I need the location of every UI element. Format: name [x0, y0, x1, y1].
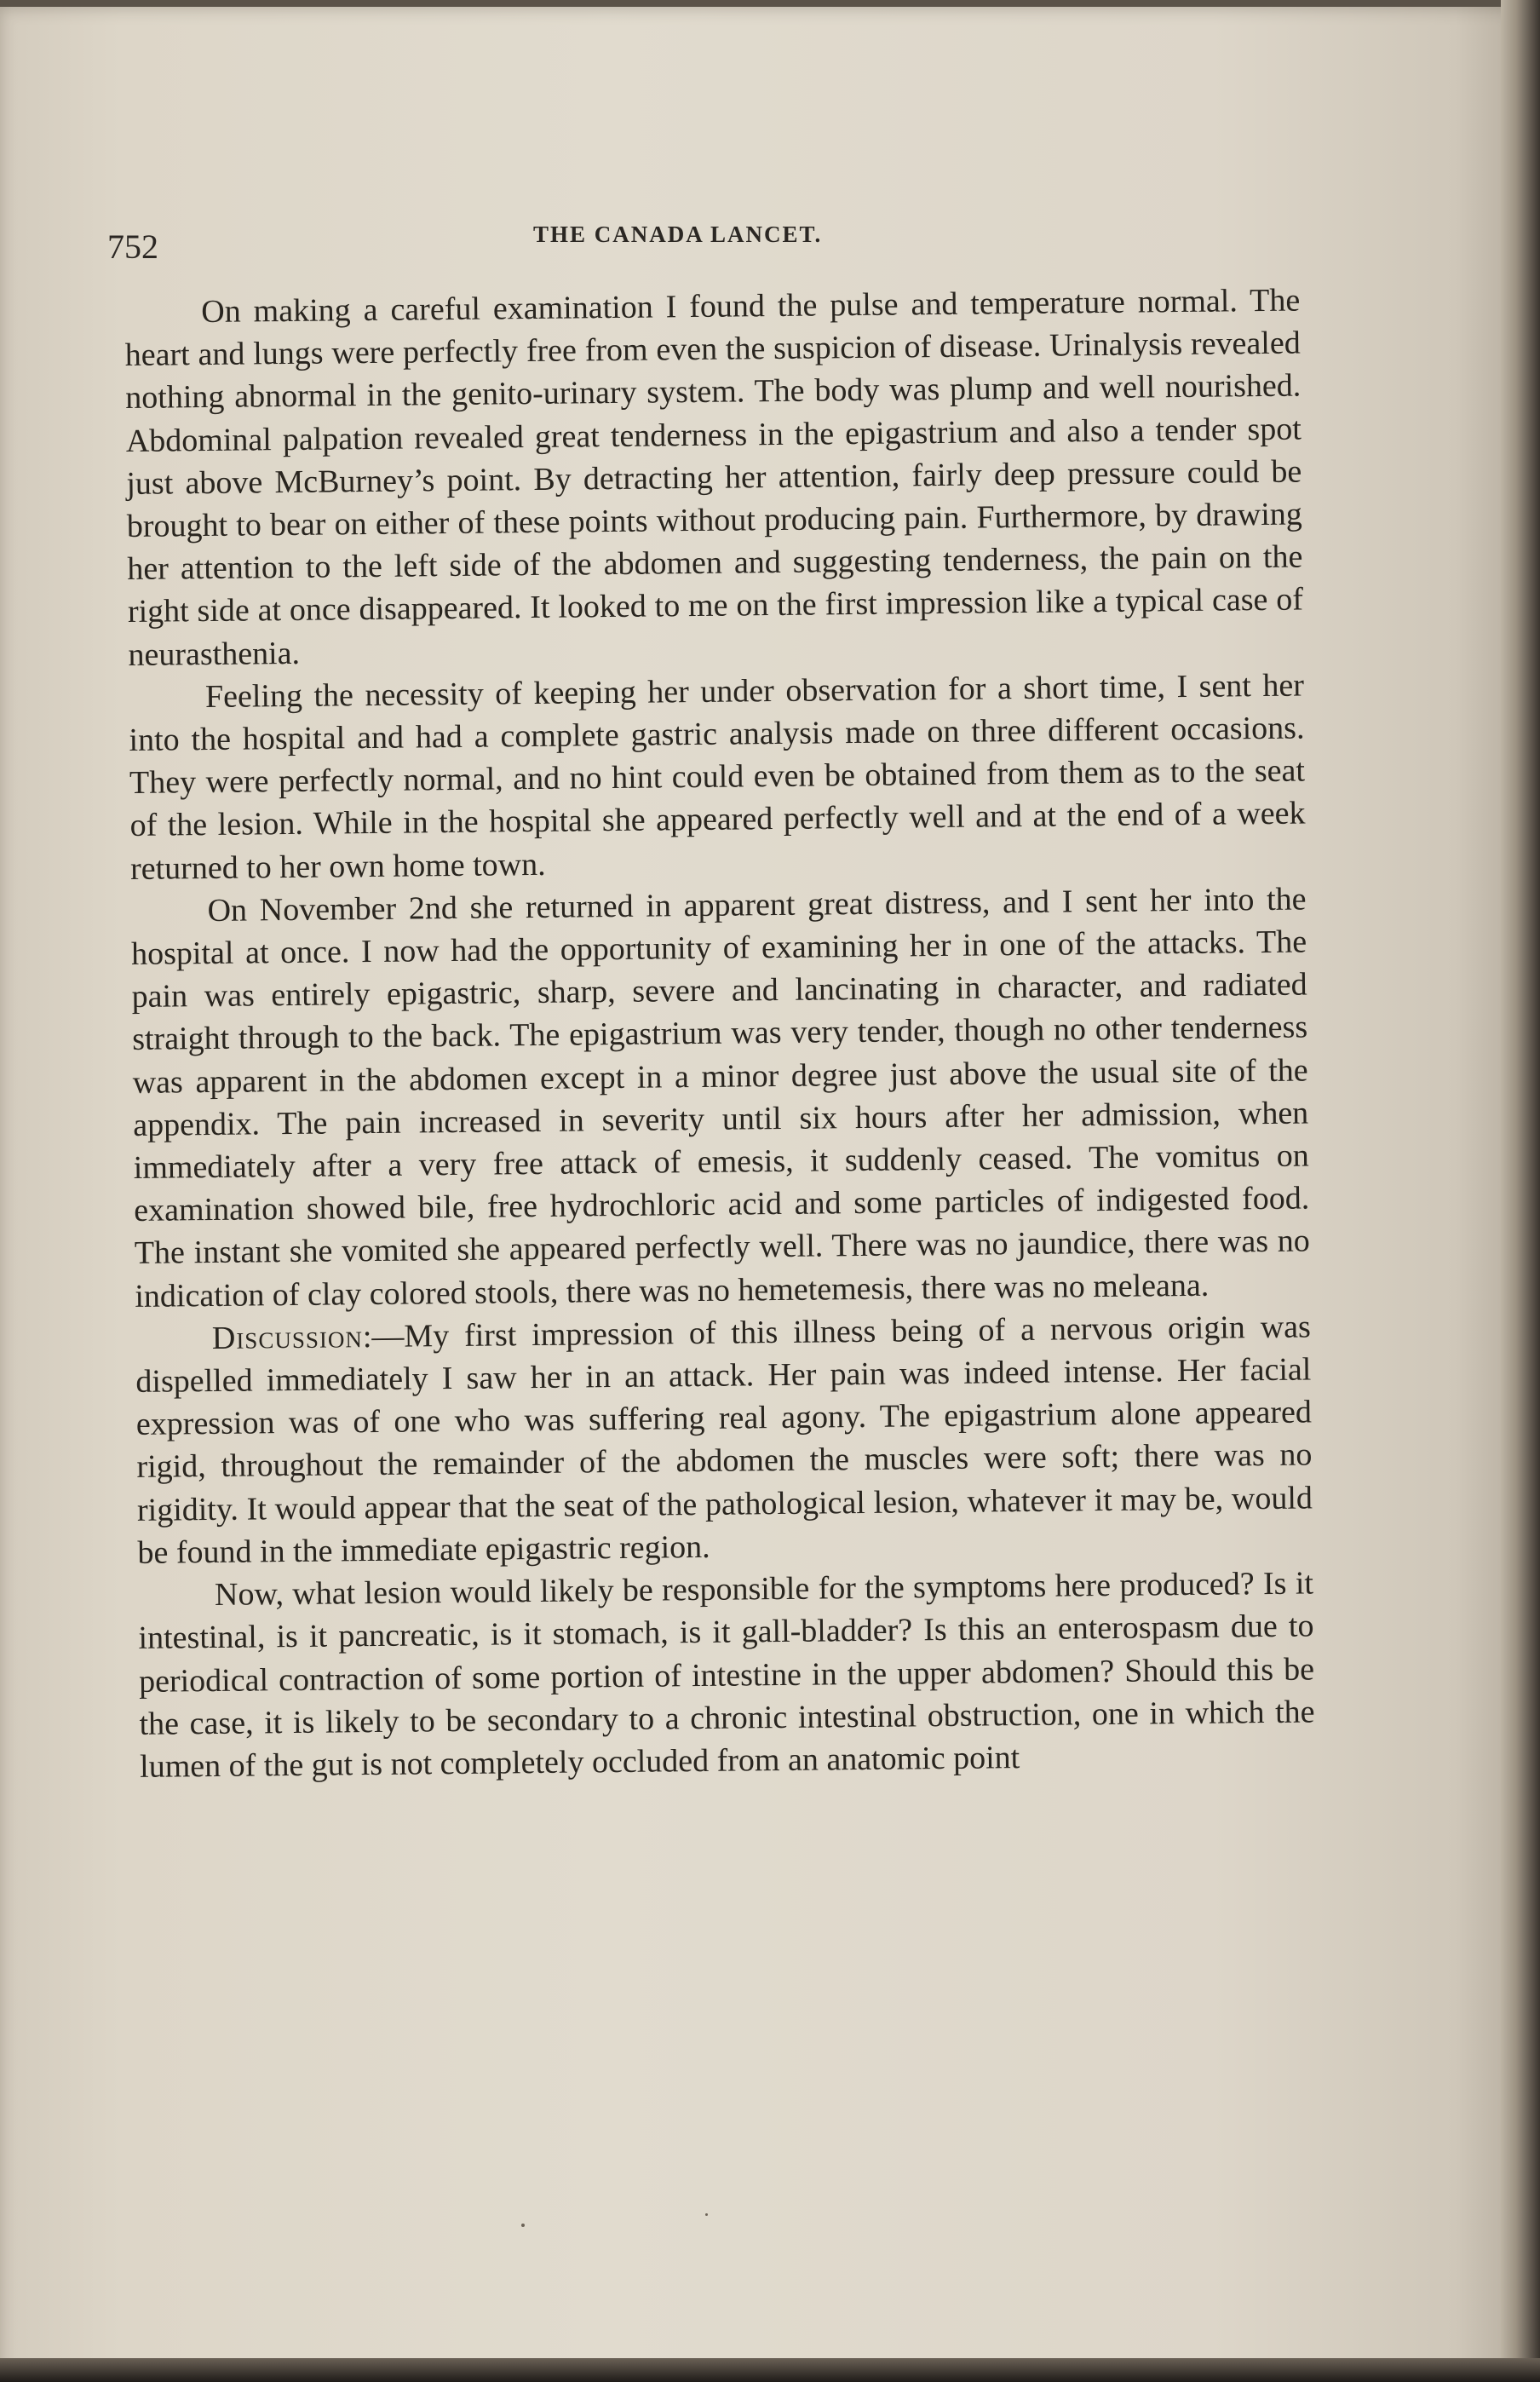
book-gutter-edge — [1501, 0, 1540, 2382]
paper-speck — [521, 2224, 525, 2227]
discussion-text: :—My first impression of this illness being of a nervous origin was dispelled immediately I saw her in an attack. Her pain was indeed intense. Her facial expression was of one who was suffering real agony. The epigastrium alone appeared rigid, throughout the remainder of the abdomen the muscles were soft; there was no rigidity. It would appear that the seat of the pathological lesion, whatever it may be, would be found in the immediate epigastric region. — [135, 1309, 1313, 1571]
paragraph-examination: On making a careful examination I found the pulse and temperature normal. The heart and lungs were perfectly free from even the suspicion of disease. Urinalysis revealed nothing abnormal in the genito-urinary system. The body was plump and well nourished. Abdominal palpation revealed great tenderness in the epigastrium and also a tender spot just above McBurney’s point. By detracting her attention, fairly deep pressure could be brought to bear on either of these points without producing pain. Furthermore, by drawing her attention to the left side of the abdomen and suggesting tenderness, the pain on the right side at once disappeared. It looked to me on the first impression like a typical case of neurasthenia. — [124, 282, 1304, 673]
paragraph-observation: Feeling the necessity of keeping her under observation for a short time, I sent her into the hospital and had a complete gastric analysis made on three different occasions. They were perfectly normal, and no hint could even be obtained from them as to the seat of the lesion. While in the hospital she appeared perfectly well and at the end of a week returned to her own home town. — [129, 667, 1306, 887]
paragraph-november: On November 2nd she returned in apparent great distress, and I sent her into the hospital at once. I now had the opportunity of examining her in one of the attacks. The pain was entirely epigastric, sharp, severe and lancinating in character, and radiated straight through to the back. The epigastrium was very tender, though no other tenderness was apparent in the abdomen except in a minor degree just above the usual site of the appendix. The pain increased in severity until six hours after her admission, when immediately after a very free attack of emesis, it suddenly ceased. The vomitus on examination showed bile, free hydrochloric acid and some particles of indigested food. The instant she vomited she appeared perfectly well. There was no jaundice, there was no indication of clay colored stools, there was no hemetemesis, there was no meleana. — [130, 881, 1310, 1315]
running-head — [107, 218, 1300, 269]
body-text — [124, 279, 1315, 1788]
journal-title: THE CANADA LANCET. — [533, 222, 823, 247]
page-top-edge — [0, 0, 1516, 7]
paper-speck — [705, 2213, 708, 2216]
book-bottom-edge — [0, 2358, 1540, 2382]
paragraph-discussion — [135, 1305, 1313, 1574]
page-number: 752 — [107, 227, 158, 266]
discussion-heading: Discussion — [211, 1319, 364, 1356]
paragraph-lesion: Now, what lesion would likely be responsible for the symptoms here produced? Is it intestinal, is it pancreatic, is it stomach, is it gall-bladder? Is this an enterospasm due to periodical contraction of some portion of intestine in the upper abdomen? Should this be the case, it is likely to be secondary to a chronic intestinal obstruction, one in which the lumen of the gut is not completely occluded from an anatomic point — [138, 1565, 1315, 1785]
